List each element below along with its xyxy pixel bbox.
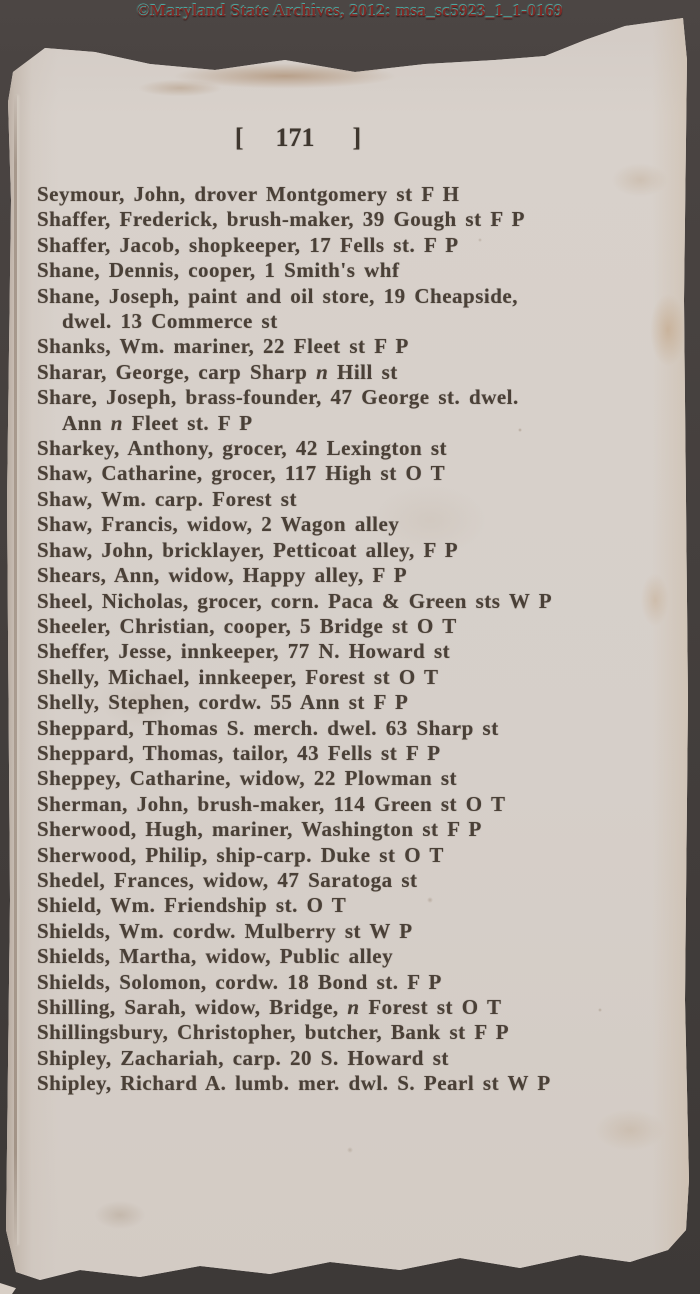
- directory-entry-line: Sheppey, Catharine, widow, 22 Plowman st: [37, 766, 458, 791]
- page-number-header: [0, 123, 648, 153]
- directory-entry-line: Shaffer, Jacob, shopkeeper, 17 Fells st. F P: [37, 232, 459, 257]
- directory-entry-line: Share, Joseph, brass-founder, 47 George st. dwel.: [37, 385, 519, 410]
- directory-entry-line: Sherwood, Philip, ship-carp. Duke st O T: [37, 842, 444, 867]
- italic-abbreviation: n: [110, 410, 123, 435]
- directory-entry-line: Shaw, John, bricklayer, Petticoat alley, F P: [37, 537, 459, 562]
- left-bracket: [: [234, 123, 244, 152]
- directory-entry-line: Sharar, George, carp Sharp n Hill st: [37, 359, 398, 384]
- directory-entry-line: Sherwood, Hugh, mariner, Washington st F P: [37, 817, 482, 842]
- directory-entry-line: Shears, Ann, widow, Happy alley, F P: [37, 563, 408, 588]
- directory-entry-line: Sheffer, Jesse, innkeeper, 77 N. Howard st: [37, 639, 451, 664]
- directory-entry-line: Sharkey, Anthony, grocer, 42 Lexington st: [37, 436, 448, 461]
- directory-entry-line: Shilling, Sarah, widow, Bridge, n Forest st O T: [37, 995, 502, 1019]
- italic-abbreviation: n: [347, 995, 360, 1019]
- directory-entry-line: Shields, Martha, widow, Public alley: [37, 944, 394, 969]
- directory-entry-line: Seymour, John, drover Montgomery st F H: [37, 182, 460, 206]
- directory-entry-line: Shelly, Michael, innkeeper, Forest st O T: [37, 664, 439, 689]
- directory-entry-line: Sheel, Nicholas, grocer, corn. Paca & Green sts W P: [37, 588, 553, 613]
- archives-watermark: ©Maryland State Archives, 2012: msa_sc5923_1_1-0169: [136, 1, 564, 20]
- directory-entry-line: Shaw, Wm. carp. Forest st: [37, 486, 297, 511]
- page-number: 171: [275, 123, 315, 152]
- directory-entry-line: Shelly, Stephen, cordw. 55 Ann st F P: [37, 690, 409, 715]
- directory-entry-line: Shaw, Catharine, grocer, 117 High st O T: [37, 461, 446, 486]
- right-bracket: ]: [352, 123, 362, 152]
- directory-entry-continuation: dwel. 13 Commerce st: [62, 309, 278, 334]
- directory-entry-line: Shillingsbury, Christopher, butcher, Bank st F P: [37, 1020, 510, 1045]
- directory-entry-line: Shanks, Wm. mariner, 22 Fleet st F P: [37, 334, 409, 359]
- directory-entry-line: Shields, Solomon, cordw. 18 Bond st. F P: [37, 969, 442, 994]
- directory-entry-line: Sherman, John, brush-maker, 114 Green st O T: [37, 791, 506, 816]
- italic-abbreviation: n: [316, 359, 329, 384]
- directory-entry-line: Shield, Wm. Friendship st. O T: [37, 893, 347, 918]
- directory-entry-line: Shedel, Frances, widow, 47 Saratoga st: [37, 867, 418, 892]
- directory-entry-line: Sheppard, Thomas, tailor, 43 Fells st F P: [37, 740, 441, 765]
- directory-entry-line: Shaffer, Frederick, brush-maker, 39 Gough st F P: [37, 207, 525, 232]
- directory-entry-line: Shaw, Francis, widow, 2 Wagon alley: [37, 512, 400, 537]
- directory-entry-line: Sheppard, Thomas S. merch. dwel. 63 Sharp st: [37, 715, 499, 740]
- directory-list: [37, 182, 687, 1097]
- directory-entry-line: Shields, Wm. cordw. Mulberry st W P: [37, 918, 413, 943]
- binding-crease: [14, 95, 17, 1245]
- directory-entry-line: Shipley, Zachariah, carp. 20 S. Howard st: [37, 1045, 449, 1070]
- directory-entry-line: Shane, Joseph, paint and oil store, 19 Cheapside,: [37, 283, 518, 308]
- adjacent-page-corner: [0, 1281, 16, 1294]
- directory-entry-continuation: Ann n Fleet st. F P: [62, 410, 253, 435]
- directory-entry-line: Shipley, Richard A. lumb. mer. dwl. S. Pearl st W P: [37, 1071, 551, 1096]
- directory-entry-line: Sheeler, Christian, cooper, 5 Bridge st O T: [37, 613, 457, 638]
- directory-entry-line: Shane, Dennis, cooper, 1 Smith's whf: [37, 258, 400, 283]
